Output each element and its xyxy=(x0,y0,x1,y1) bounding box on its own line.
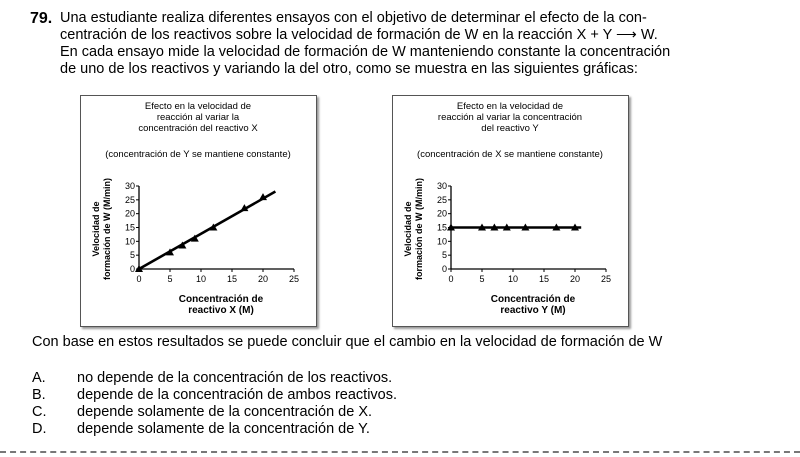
x-tick-label: 10 xyxy=(507,274,519,284)
y-tick-label: 15 xyxy=(436,222,447,233)
y-tick-label: 15 xyxy=(124,222,135,233)
question-stem xyxy=(60,10,780,78)
option-letter: B. xyxy=(32,387,46,403)
y-tick-label: 0 xyxy=(441,264,447,274)
chart-reactant-x xyxy=(80,95,317,327)
option-a[interactable] xyxy=(32,370,397,387)
option-letter: A. xyxy=(32,370,46,386)
stem-line: centración de los reactivos sobre la velocidad de formación de W en la reacción X + Y ⟶ W. xyxy=(60,27,658,43)
stem-line: de uno de los reactivos y variando la del otro, como se muestra en las siguientes gráficas: xyxy=(60,61,638,77)
x-tick-label: 0 xyxy=(448,274,454,284)
chart-title-line: concentración del reactivo X xyxy=(138,123,258,134)
y-tick-label: 30 xyxy=(436,181,447,191)
y-axis-label-line: Velocidad de xyxy=(403,201,413,257)
option-text: no depende de la concentración de los reactivos. xyxy=(77,370,393,386)
stem-line: En cada ensayo mide la velocidad de formación de W manteniendo constante la concentración xyxy=(60,44,671,60)
chart-svg xyxy=(393,96,628,326)
x-tick-label: 0 xyxy=(136,274,142,284)
option-text: depende solamente de la concentración de X. xyxy=(77,404,373,420)
chart-svg xyxy=(81,96,316,326)
series-line xyxy=(139,192,275,269)
option-d[interactable] xyxy=(32,421,397,438)
stem-line: Una estudiante realiza diferentes ensayos con el objetivo de determinar el efecto de la con- xyxy=(60,10,647,26)
chart-subtitle: (concentración de X se mantiene constante) xyxy=(417,149,603,160)
x-tick-label: 10 xyxy=(195,274,207,284)
chart-title-line: Efecto en la velocidad de xyxy=(456,101,564,112)
x-tick-label: 20 xyxy=(569,274,581,284)
x-tick-label: 25 xyxy=(600,274,612,284)
y-tick-label: 10 xyxy=(124,236,135,247)
chart-title-line: del reactivo Y xyxy=(481,123,539,134)
x-tick-label: 25 xyxy=(288,274,300,284)
y-tick-label: 25 xyxy=(124,194,135,205)
x-tick-label: 15 xyxy=(226,274,238,284)
x-tick-label: 15 xyxy=(538,274,550,284)
page-divider xyxy=(0,451,800,453)
y-tick-label: 5 xyxy=(129,250,135,261)
option-letter: D. xyxy=(32,421,47,437)
option-text: depende de la concentración de ambos reactivos. xyxy=(77,387,398,403)
option-letter: C. xyxy=(32,404,47,420)
y-tick-label: 0 xyxy=(129,264,135,274)
y-axis-label-line: formación de W (M/min) xyxy=(414,178,424,280)
y-tick-label: 25 xyxy=(436,194,447,205)
question-prompt: Con base en estos resultados se puede concluir que el cambio en la velocidad de formación de W xyxy=(32,334,663,350)
chart-title-line: reacción al variar la concentración xyxy=(437,112,583,123)
x-axis-label-line: Concentración de xyxy=(178,294,264,305)
chart-reactant-y xyxy=(392,95,629,327)
chart-title-line: Efecto en la velocidad de xyxy=(144,101,252,112)
y-tick-label: 10 xyxy=(436,236,447,247)
y-tick-label: 20 xyxy=(436,208,447,219)
chart-subtitle: (concentración de Y se mantiene constante) xyxy=(105,149,291,160)
x-axis-label-line: reactivo X (M) xyxy=(188,305,254,316)
x-tick-label: 5 xyxy=(167,274,173,284)
y-axis-label-line: formación de W (M/min) xyxy=(102,178,112,280)
chart-title-line: reacción al variar la xyxy=(156,112,240,123)
answer-options xyxy=(32,370,397,438)
y-tick-label: 30 xyxy=(124,181,135,191)
y-axis-label-line: Velocidad de xyxy=(91,201,101,257)
y-tick-label: 5 xyxy=(441,250,447,261)
option-c[interactable] xyxy=(32,404,397,421)
y-tick-label: 20 xyxy=(124,208,135,219)
question-number: 79. xyxy=(30,10,53,27)
x-axis-label-line: reactivo Y (M) xyxy=(500,305,566,316)
x-axis-label-line: Concentración de xyxy=(490,294,576,305)
x-tick-label: 5 xyxy=(479,274,485,284)
x-tick-label: 20 xyxy=(257,274,269,284)
option-b[interactable] xyxy=(32,387,397,404)
option-text: depende solamente de la concentración de Y. xyxy=(77,421,370,437)
